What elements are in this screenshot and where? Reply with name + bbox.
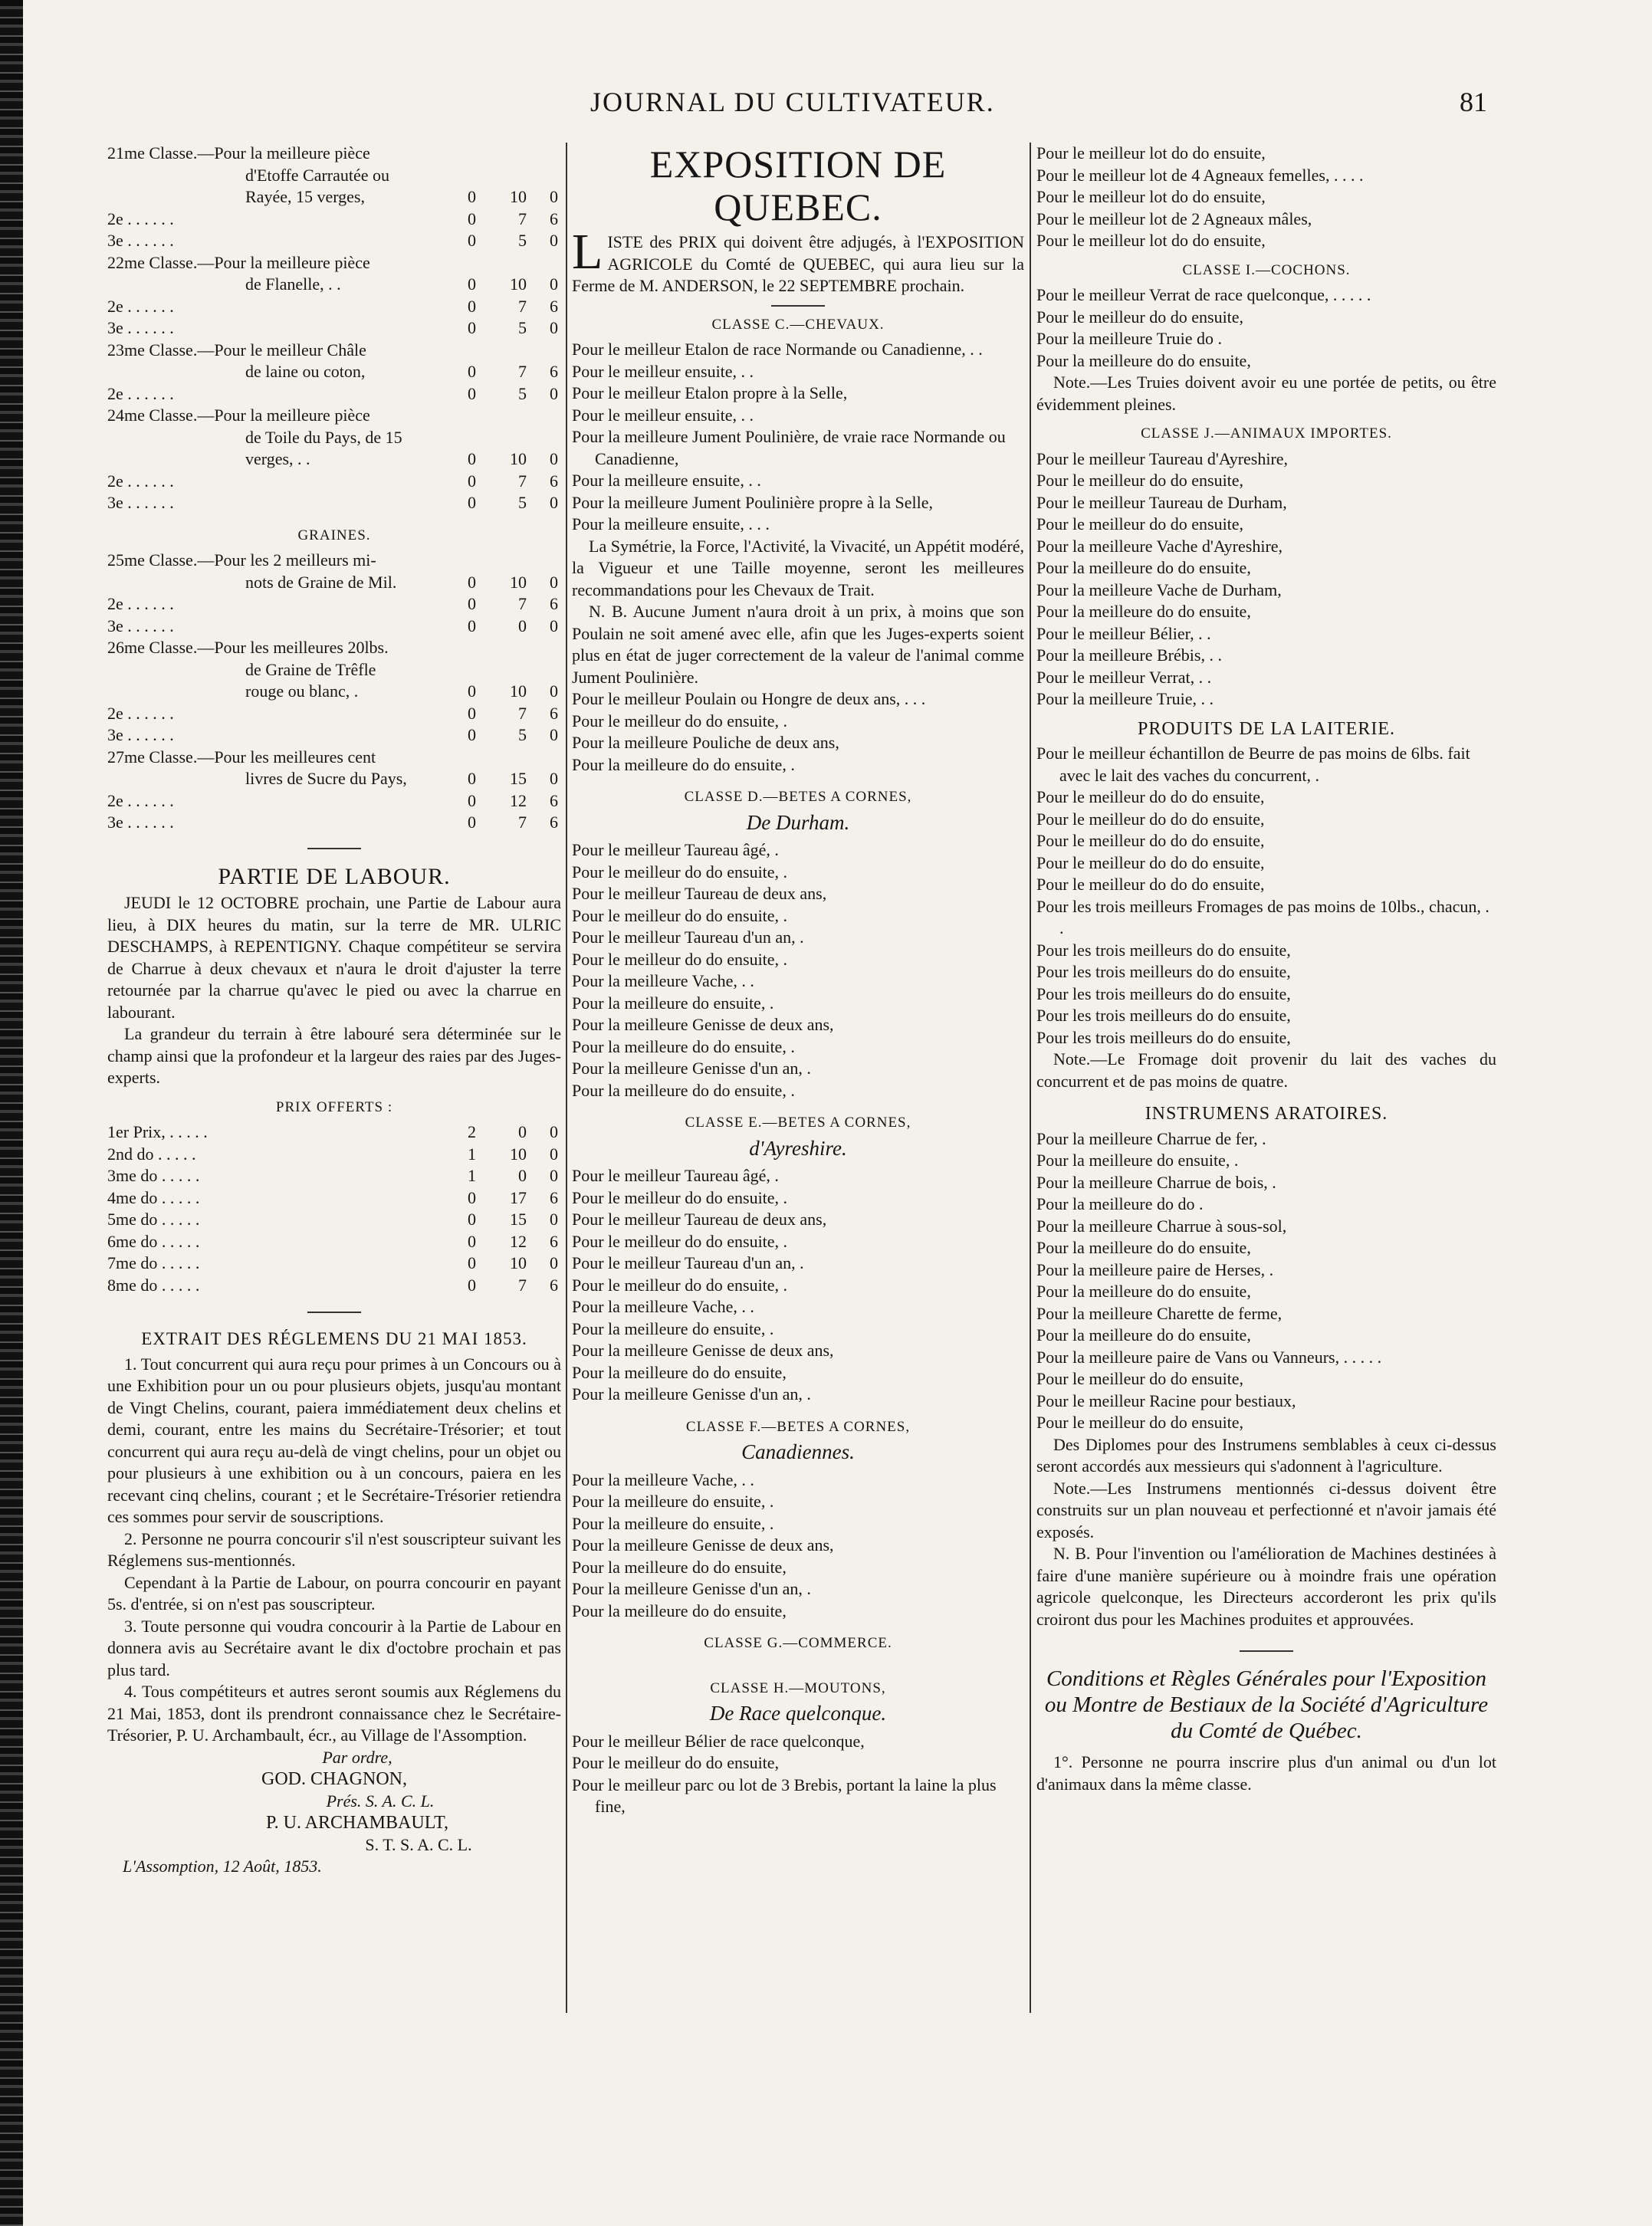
list-item: Pour la meilleure do do ensuite, bbox=[1036, 1325, 1251, 1344]
list-item: Pour la meilleure Vache d'Ayreshire, bbox=[1036, 536, 1283, 556]
paragraph: JEUDI le 12 OCTOBRE prochain, une Partie de Labour aura lieu, à DIX heures du matin, sur la terre de MR. ULRIC DESCHAMPS, à REPENTIGNY. Chaque compétiteur se servira de Charrue à deux chevaux et n'aura le droit d'ajuster la terre retournée par la charrue qu'avec le pied ou avec la charrue en labourant. bbox=[107, 893, 561, 1022]
column-right bbox=[1036, 143, 1496, 1795]
list-item: Pour la meilleure Charrue de bois, . bbox=[1036, 1172, 1276, 1192]
list-item: Pour la meilleure Genisse de deux ans, bbox=[572, 1015, 834, 1034]
classe-d-list bbox=[572, 839, 1024, 1102]
prize-row bbox=[107, 1253, 561, 1275]
prize-label: 8me do . . . . . bbox=[107, 1275, 200, 1295]
prize-label: de laine ou coton, bbox=[245, 362, 366, 381]
laiterie-title: PRODUITS DE LA LAITERIE. bbox=[1138, 718, 1395, 739]
list-item: Pour le meilleur do do do ensuite, bbox=[1036, 852, 1265, 872]
list-item: Pour le meilleur parc ou lot de 3 Brebis, portant la laine la plus fine, bbox=[572, 1775, 997, 1816]
prize-amount: 0 5 0 bbox=[468, 493, 558, 512]
prize-label: d'Etoffe Carrautée ou bbox=[245, 165, 390, 185]
laiterie-list bbox=[1036, 743, 1496, 1049]
prize-row bbox=[107, 186, 561, 208]
page-number: 81 bbox=[1460, 87, 1487, 117]
list-item: Pour la meilleure Charette de ferme, bbox=[1036, 1303, 1283, 1323]
prize-row bbox=[107, 143, 561, 165]
prize-label: 27me Classe.—Pour les meilleures cent bbox=[107, 747, 376, 767]
list-item: Pour la meilleure do do ensuite, bbox=[1036, 1282, 1251, 1301]
prize-label: de Flanelle, . . bbox=[245, 274, 341, 294]
prize-amount: 0 7 6 bbox=[468, 296, 558, 316]
prize-label: 2e . . . . . . bbox=[107, 208, 174, 228]
exposition-intro: LISTE des PRIX qui doivent être adjugés, à l'EXPOSITION AGRICOLE du Comté de QUEBEC, qui aura lieu sur la Ferme de M. ANDERSON, le 22 SEPTEMBRE prochain. bbox=[572, 224, 1024, 295]
column-rule bbox=[566, 143, 567, 2013]
list-item: Pour le meilleur Bélier, . . bbox=[1036, 623, 1211, 643]
list-item: Pour le meilleur do do ensuite, . bbox=[572, 862, 788, 882]
prize-row bbox=[107, 340, 561, 362]
prize-label: 2e . . . . . . bbox=[107, 383, 174, 403]
signature-title: S. T. S. A. C. L. bbox=[365, 1834, 472, 1854]
prize-amount: 0 15 0 bbox=[468, 1210, 558, 1229]
instrumens-list bbox=[1036, 1128, 1496, 1434]
prize-amount: 0 12 6 bbox=[468, 790, 558, 810]
list-item: Pour le meilleur do do ensuite, bbox=[572, 1753, 780, 1772]
prize-label: 3me do . . . . . bbox=[107, 1166, 200, 1185]
signature-title: Prés. S. A. C. L. bbox=[326, 1791, 435, 1811]
list-item: Pour le meilleur lot de 2 Agneaux mâles, bbox=[1036, 208, 1312, 228]
classe-i-note: Note.—Les Truies doivent avoir eu une portée de petits, ou être évidemment pleines. bbox=[1036, 373, 1496, 414]
prize-label: 2nd do . . . . . bbox=[107, 1144, 196, 1164]
prize-row bbox=[107, 317, 561, 340]
prize-label: 2e . . . . . . bbox=[107, 594, 174, 613]
list-item: Pour le meilleur Verrat de race quelconque, . . . . . bbox=[1036, 285, 1371, 304]
prize-amount: 0 7 6 bbox=[468, 594, 558, 613]
list-item: Pour la meilleure do ensuite, . bbox=[572, 1318, 774, 1338]
list-item: Pour les trois meilleurs do do ensuite, bbox=[1036, 940, 1291, 960]
list-item: Pour le meilleur échantillon de Beurre de pas moins de 6lbs. fait avec le lait des vaches du concurrent, . bbox=[1036, 744, 1470, 785]
paragraph: Note.—Les Instrumens mentionnés ci-dessus doivent être construits sur un plan nouveau et perfectionné et n'avoir jamais été exposés. bbox=[1036, 1478, 1496, 1541]
list-item: Pour le meilleur do do do ensuite, bbox=[1036, 809, 1265, 829]
prize-amount: 0 5 0 bbox=[468, 231, 558, 250]
list-item: Pour la meilleure Vache, . . bbox=[572, 971, 754, 990]
moutons-continued-list bbox=[1036, 143, 1496, 252]
instrumens-title: INSTRUMENS ARATOIRES. bbox=[1145, 1104, 1388, 1124]
classe-h-list bbox=[572, 1731, 1024, 1818]
list-item: Pour le meilleur do do do ensuite, bbox=[1036, 875, 1265, 894]
list-item: Pour le meilleur Racine pour bestiaux, bbox=[1036, 1390, 1296, 1410]
classe-e-subtitle: d'Ayreshire. bbox=[749, 1136, 847, 1160]
prize-label: 4me do . . . . . bbox=[107, 1187, 200, 1207]
paragraph: Cependant à la Partie de Labour, on pourra concourir en payant 5s. d'entrée, si on n'est pas souscripteur. bbox=[107, 1572, 561, 1614]
list-item: Pour la meilleure paire de Vans ou Vanneurs, . . . . . bbox=[1036, 1347, 1382, 1367]
list-item: Pour la meilleure ensuite, . . bbox=[572, 471, 761, 490]
prize-row bbox=[107, 296, 561, 318]
classe-d-title: CLASSE D.—BETES A CORNES, bbox=[684, 789, 912, 805]
list-item: Pour le meilleur do do ensuite, . bbox=[572, 905, 788, 925]
list-item: Pour le meilleur Taureau d'un an, . bbox=[572, 1253, 804, 1272]
list-item: Pour la meilleure Brébis, . . bbox=[1036, 645, 1222, 665]
classe-i-list bbox=[1036, 284, 1496, 372]
list-item: Pour le meilleur do do do ensuite, bbox=[1036, 831, 1265, 850]
prize-amount: 0 5 0 bbox=[468, 725, 558, 744]
prize-label: livres de Sucre du Pays, bbox=[245, 769, 407, 788]
prize-row bbox=[107, 550, 561, 572]
prize-row bbox=[107, 492, 561, 514]
prize-row bbox=[107, 252, 561, 274]
list-item: Pour la meilleure Jument Poulinière, de vraie race Normande ou Canadienne, bbox=[572, 427, 1006, 468]
list-item: Pour le meilleur do do ensuite, bbox=[1036, 1369, 1244, 1388]
prize-amount: 0 17 6 bbox=[468, 1187, 558, 1207]
column-left bbox=[107, 143, 561, 1878]
prize-label: 22me Classe.—Pour la meilleure pièce bbox=[107, 252, 370, 272]
list-item: Pour le meilleur do do ensuite, . bbox=[572, 711, 788, 731]
graines-prize-list bbox=[107, 550, 561, 834]
prix-offerts-list bbox=[107, 1121, 561, 1296]
prize-label: de Graine de Trêfle bbox=[245, 659, 376, 679]
list-item: Pour le meilleur Poulain ou Hongre de deux ans, . . . bbox=[572, 689, 926, 708]
prize-amount: 0 7 6 bbox=[468, 362, 558, 381]
prize-label: 7me do . . . . . bbox=[107, 1253, 200, 1272]
prize-amount: 0 7 6 bbox=[468, 703, 558, 723]
prize-label: 2e . . . . . . bbox=[107, 703, 174, 723]
prize-label: 21me Classe.—Pour la meilleure pièce bbox=[107, 143, 370, 163]
prize-row bbox=[107, 637, 561, 659]
list-item: Pour la meilleure Jument Poulinière propre à la Selle, bbox=[572, 492, 934, 512]
list-item: Pour la meilleure Genisse de deux ans, bbox=[572, 1341, 834, 1360]
prize-row bbox=[107, 768, 561, 790]
signature-name: GOD. CHAGNON, bbox=[261, 1769, 407, 1789]
list-item: Pour le meilleur ensuite, . . bbox=[572, 361, 754, 381]
book-spine bbox=[0, 0, 23, 2226]
prize-amount: 0 7 6 bbox=[468, 1275, 558, 1295]
list-item: Pour la meilleure Genisse d'un an, . bbox=[572, 1059, 811, 1078]
divider bbox=[771, 305, 825, 307]
prize-amount: 0 0 0 bbox=[468, 616, 558, 635]
classe-h-subtitle: De Race quelconque. bbox=[709, 1702, 887, 1725]
prize-row bbox=[107, 593, 561, 616]
classe-c-nb: N. B. Aucune Jument n'aura droit à un prix, à moins que son Poulain ne soit amené avec elle, afin que les Juges-experts soient plus en état de juger correctement de la valeur de l'animal comme Jument Poulinière. bbox=[572, 602, 1024, 687]
list-item: Pour la meilleure Truie, . . bbox=[1036, 689, 1214, 708]
prize-amount: 0 10 0 bbox=[468, 681, 558, 701]
classe-h-title: CLASSE H.—MOUTONS, bbox=[710, 1679, 886, 1696]
list-item: Pour la meilleure do do ensuite, bbox=[1036, 558, 1251, 577]
prize-label: 3e . . . . . . bbox=[107, 725, 174, 744]
prize-amount: 0 5 0 bbox=[468, 383, 558, 403]
list-item: Pour la meilleure do do ensuite, bbox=[572, 1601, 787, 1620]
prize-row bbox=[107, 747, 561, 769]
prize-label: verges, . . bbox=[245, 449, 310, 468]
prize-amount: 0 15 0 bbox=[468, 769, 558, 788]
prize-amount: 0 10 0 bbox=[468, 572, 558, 592]
prize-amount: 2 0 0 bbox=[468, 1122, 558, 1141]
prize-row bbox=[107, 572, 561, 594]
exposition-title: EXPOSITION DE QUEBEC. bbox=[649, 143, 947, 228]
prize-label: rouge ou blanc, . bbox=[245, 681, 359, 701]
list-item: Pour la meilleure Genisse de deux ans, bbox=[572, 1535, 834, 1555]
prize-label: 3e . . . . . . bbox=[107, 616, 174, 635]
classe-c-note: La Symétrie, la Force, l'Activité, la Vivacité, un Appétit modéré, la Vigueur et une Taille moyenne, seront les meilleures recommandations pour les Chevaux de Trait. bbox=[572, 536, 1024, 599]
journal-title: JOURNAL DU CULTIVATEUR. bbox=[590, 87, 995, 117]
prize-amount: 0 5 0 bbox=[468, 318, 558, 337]
list-item: Pour le meilleur Bélier de race quelconque, bbox=[572, 1731, 865, 1751]
prize-row bbox=[107, 1121, 561, 1144]
list-item: Pour la meilleure Genisse d'un an, . bbox=[572, 1384, 811, 1404]
classe-f-subtitle: Canadiennes. bbox=[741, 1440, 855, 1463]
classe-f-list bbox=[572, 1469, 1024, 1623]
list-item: Pour la meilleure Vache de Durham, bbox=[1036, 579, 1282, 599]
list-item: Pour la meilleure Vache, . . bbox=[572, 1297, 754, 1316]
list-item: Pour le meilleur Etalon de race Normande ou Canadienne, . . bbox=[572, 340, 983, 359]
textile-prize-list bbox=[107, 143, 561, 514]
classe-c-title: CLASSE C.—CHEVAUX. bbox=[711, 316, 885, 333]
section-title-labour: PARTIE DE LABOUR. bbox=[218, 863, 451, 889]
prize-amount: 0 10 0 bbox=[468, 187, 558, 206]
prize-row bbox=[107, 1144, 561, 1166]
prize-row bbox=[107, 1165, 561, 1187]
list-item: Pour les trois meilleurs Fromages de pas moins de 10lbs., chacun, . . bbox=[1036, 896, 1489, 937]
list-item: Pour le meilleur do do ensuite, . bbox=[572, 1231, 788, 1251]
classe-d-subtitle: De Durham. bbox=[746, 810, 850, 834]
prize-label: 24me Classe.—Pour la meilleure pièce bbox=[107, 405, 370, 425]
list-item: Pour les trois meilleurs do do ensuite, bbox=[1036, 1006, 1291, 1025]
prize-row bbox=[107, 681, 561, 703]
prize-row bbox=[107, 659, 561, 681]
prize-label: 2e . . . . . . bbox=[107, 296, 174, 316]
paragraph: 4. Tous compétiteurs et autres seront soumis aux Réglemens du 21 Mai, 1853, dont ils prendront connaissance chez le Secrétaire-Trésorier, P. U. Archambault, écr., au Village de l'Assomption. bbox=[107, 1682, 561, 1745]
paragraph: 1. Tout concurrent qui aura reçu pour primes à un Concours ou à une Exhibition pour un ou pour plusieurs objets, jusqu'au montant de Vingt Chelins, courant, paiera immédiatement deux chelins et demi, courant, entre les mains du Secrétaire-Trésorier; et tout concurrent qui aura reçu au-delà de vingt chelins, pour un objet ou pour plusieurs à une exhibition ou à un concours, paiera en les recevant cinq chelins, courant ; et le Secrétaire-Trésorier retiendra ces sommes pour servir de souscriptions. bbox=[107, 1354, 561, 1526]
list-item: Pour le meilleur do do ensuite, bbox=[1036, 514, 1244, 534]
list-item: Pour la meilleure Genisse d'un an, . bbox=[572, 1579, 811, 1598]
list-item: Pour la meilleure paire de Herses, . bbox=[1036, 1259, 1274, 1279]
classe-j-title: CLASSE J.—ANIMAUX IMPORTES. bbox=[1141, 425, 1392, 442]
prize-row bbox=[107, 427, 561, 449]
prize-row bbox=[107, 448, 561, 471]
prize-row bbox=[107, 274, 561, 296]
paragraph: La grandeur du terrain à être labouré sera déterminée sur le champ ainsi que la profondeur et la largeur des raies par des Juges-experts. bbox=[107, 1024, 561, 1087]
list-item: Pour la meilleure do do ensuite, . bbox=[572, 1080, 795, 1100]
classe-c-list bbox=[572, 339, 1024, 536]
classe-f-title: CLASSE F.—BETES A CORNES, bbox=[685, 1418, 911, 1435]
prize-row bbox=[107, 230, 561, 252]
list-item: Pour la meilleure do ensuite, . bbox=[572, 1492, 774, 1511]
prize-label: 25me Classe.—Pour les 2 meilleurs mi- bbox=[107, 550, 376, 570]
labour-paragraphs bbox=[107, 892, 561, 1089]
list-item: Pour la meilleure Vache, . . bbox=[572, 1469, 754, 1489]
prize-label: nots de Graine de Mil. bbox=[245, 572, 397, 592]
prize-row bbox=[107, 703, 561, 725]
list-item: Pour le meilleur do do ensuite, . bbox=[572, 1187, 788, 1207]
list-item: Pour la meilleure do do ensuite, bbox=[1036, 350, 1251, 370]
dateline: L'Assomption, 12 Août, 1853. bbox=[123, 1857, 322, 1876]
divider bbox=[307, 848, 361, 849]
prize-row bbox=[107, 165, 561, 187]
list-item: Pour le meilleur do do ensuite, bbox=[1036, 471, 1244, 490]
prize-amount: 0 12 6 bbox=[468, 1231, 558, 1251]
list-item: Pour la meilleure do do ensuite, . bbox=[572, 1036, 795, 1056]
conditions-paragraph: 1°. Personne ne pourra inscrire plus d'un animal ou d'un lot d'animaux dans la même classe. bbox=[1036, 1752, 1496, 1794]
prize-label: 23me Classe.—Pour le meilleur Châle bbox=[107, 340, 366, 360]
prize-row bbox=[107, 208, 561, 231]
laiterie-note: Note.—Le Fromage doit provenir du lait des vaches du concurrent et de pas moins de quatre. bbox=[1036, 1049, 1496, 1091]
list-item: Pour la meilleure Pouliche de deux ans, bbox=[572, 733, 839, 752]
prize-row bbox=[107, 724, 561, 747]
list-item: Pour le meilleur Etalon propre à la Selle, bbox=[572, 383, 848, 402]
prize-row bbox=[107, 616, 561, 638]
prize-label: 3e . . . . . . bbox=[107, 813, 174, 832]
prize-row bbox=[107, 1187, 561, 1210]
list-item: Pour la meilleure do do ensuite, bbox=[572, 1362, 787, 1382]
prize-row bbox=[107, 383, 561, 405]
prize-label: 6me do . . . . . bbox=[107, 1231, 200, 1251]
section-title-extrait: EXTRAIT DES RÉGLEMENS DU 21 MAI 1853. bbox=[141, 1329, 527, 1348]
prize-amount: 0 10 0 bbox=[468, 1253, 558, 1272]
list-item: Pour le meilleur Taureau de Durham, bbox=[1036, 492, 1287, 512]
divider bbox=[1240, 1650, 1293, 1652]
paragraph: 3. Toute personne qui voudra concourir à la Partie de Labour en donnera avis au Secrétaire avant le dix d'octobre prochain et pas plus tard. bbox=[107, 1616, 561, 1679]
list-item: Pour le meilleur Taureau de deux ans, bbox=[572, 884, 827, 903]
signature-name: P. U. ARCHAMBAULT, bbox=[265, 1813, 449, 1833]
list-item: Pour la meilleure do do ensuite, bbox=[1036, 602, 1251, 621]
prize-row bbox=[107, 790, 561, 813]
paragraph: 2. Personne ne pourra concourir s'il n'est souscripteur suivant les Réglemens sus-mentionnés. bbox=[107, 1528, 561, 1570]
prize-row bbox=[107, 1209, 561, 1231]
list-item: Pour le meilleur lot de 4 Agneaux femelles, . . . . bbox=[1036, 165, 1364, 185]
drop-cap: L bbox=[572, 224, 603, 280]
prize-amount: 0 7 6 bbox=[468, 813, 558, 832]
list-item: Pour le meilleur lot do do ensuite, bbox=[1036, 143, 1266, 163]
prize-label: 3e . . . . . . bbox=[107, 318, 174, 337]
list-item: Pour le meilleur Verrat, . . bbox=[1036, 667, 1212, 687]
par-ordre: Par ordre, bbox=[322, 1747, 392, 1767]
list-item: Pour le meilleur Taureau d'un an, . bbox=[572, 927, 804, 947]
list-item: Pour le meilleur do do ensuite, bbox=[1036, 307, 1244, 327]
list-item: Pour le meilleur do do ensuite, . bbox=[572, 1275, 788, 1295]
classe-e-title: CLASSE E.—BETES A CORNES, bbox=[685, 1115, 911, 1131]
prize-amount: 1 0 0 bbox=[468, 1166, 558, 1185]
list-item: Pour le meilleur do do ensuite, bbox=[1036, 1413, 1244, 1432]
prize-label: 2e . . . . . . bbox=[107, 790, 174, 810]
prize-label: 26me Classe.—Pour les meilleures 20lbs. bbox=[107, 638, 389, 657]
column-rule bbox=[1030, 143, 1031, 2013]
classe-i-title: CLASSE I.—COCHONS. bbox=[1182, 261, 1351, 278]
list-item: Pour la meilleure do ensuite, . bbox=[572, 993, 774, 1013]
prix-offerts-title: PRIX OFFERTS : bbox=[275, 1098, 393, 1115]
list-item: Pour la meilleure Truie do . bbox=[1036, 329, 1222, 348]
list-item: Pour le meilleur lot do do ensuite, bbox=[1036, 187, 1266, 206]
list-item: Pour la meilleure do ensuite, . bbox=[572, 1513, 774, 1533]
prize-label: 2e . . . . . . bbox=[107, 471, 174, 491]
classe-g-title: CLASSE G.—COMMERCE. bbox=[704, 1635, 892, 1651]
prize-amount: 0 7 6 bbox=[468, 208, 558, 228]
prize-label: 1er Prix, . . . . . bbox=[107, 1122, 208, 1141]
list-item: Pour la meilleure ensuite, . . . bbox=[572, 514, 770, 534]
list-item: Pour le meilleur Taureau âgé, . bbox=[572, 840, 779, 859]
classe-c-list-2 bbox=[572, 688, 1024, 776]
extrait-paragraphs bbox=[107, 1354, 561, 1747]
paragraph: Des Diplomes pour des Instrumens semblables à ceux ci-dessus seront accordés aux messieurs qui s'adonnent à l'agriculture. bbox=[1036, 1434, 1496, 1476]
section-title-graines: GRAINES. bbox=[297, 527, 371, 543]
prize-row bbox=[107, 471, 561, 493]
list-item: Pour la meilleure do do . bbox=[1036, 1194, 1204, 1213]
prize-row bbox=[107, 812, 561, 834]
list-item: Pour la meilleure Charrue à sous-sol, bbox=[1036, 1216, 1287, 1236]
list-item: Pour le meilleur Taureau d'Ayreshire, bbox=[1036, 448, 1289, 468]
prize-amount: 0 7 6 bbox=[468, 471, 558, 491]
page-header bbox=[115, 86, 1487, 124]
classe-e-list bbox=[572, 1165, 1024, 1406]
list-item: Pour le meilleur do do ensuite, . bbox=[572, 949, 788, 969]
list-item: Pour les trois meilleurs do do ensuite, bbox=[1036, 962, 1291, 981]
instrumens-paragraphs bbox=[1036, 1434, 1496, 1631]
prize-amount: 1 10 0 bbox=[468, 1144, 558, 1164]
prize-row bbox=[107, 405, 561, 427]
prize-label: 3e . . . . . . bbox=[107, 231, 174, 250]
prize-row bbox=[107, 361, 561, 383]
list-item: Pour la meilleure Charrue de fer, . bbox=[1036, 1128, 1266, 1148]
column-middle bbox=[572, 143, 1024, 1818]
list-item: Pour le meilleur lot do do ensuite, bbox=[1036, 231, 1266, 250]
prize-row bbox=[107, 1275, 561, 1297]
list-item: Pour la meilleure do ensuite, . bbox=[1036, 1151, 1239, 1170]
paragraph: N. B. Pour l'invention ou l'amélioration de Machines destinées à faire d'une manière supérieure ou à moindre frais une opération agricole quelconque, les Directeurs accorderont les prix qu'ils croiront dus pour les Machines produites et approuvées. bbox=[1036, 1544, 1496, 1629]
prize-amount: 0 10 0 bbox=[468, 449, 558, 468]
prize-row bbox=[107, 1231, 561, 1253]
list-item: Pour les trois meilleurs do do ensuite, bbox=[1036, 1027, 1291, 1047]
prize-amount: 0 10 0 bbox=[468, 274, 558, 294]
prize-label: 3e . . . . . . bbox=[107, 493, 174, 512]
prize-label: de Toile du Pays, de 15 bbox=[245, 427, 402, 447]
list-item: Pour la meilleure do do ensuite, bbox=[1036, 1238, 1251, 1257]
list-item: Pour la meilleure do do ensuite, bbox=[572, 1557, 787, 1577]
prize-label: Rayée, 15 verges, bbox=[245, 187, 365, 206]
list-item: Pour le meilleur ensuite, . . bbox=[572, 405, 754, 425]
prize-label: 5me do . . . . . bbox=[107, 1210, 200, 1229]
list-item: Pour les trois meilleurs do do ensuite, bbox=[1036, 983, 1291, 1003]
conditions-title: Conditions et Règles Générales pour l'Exposition ou Montre de Bestiaux de la Société d'Agriculture du Comté de Québec. bbox=[1044, 1666, 1489, 1743]
list-item: Pour le meilleur do do do ensuite, bbox=[1036, 787, 1265, 806]
list-item: Pour la meilleure do do ensuite, . bbox=[572, 754, 795, 774]
divider bbox=[307, 1312, 361, 1313]
list-item: Pour le meilleur Taureau âgé, . bbox=[572, 1166, 779, 1185]
list-item: Pour le meilleur Taureau de deux ans, bbox=[572, 1210, 827, 1229]
classe-j-list bbox=[1036, 448, 1496, 711]
